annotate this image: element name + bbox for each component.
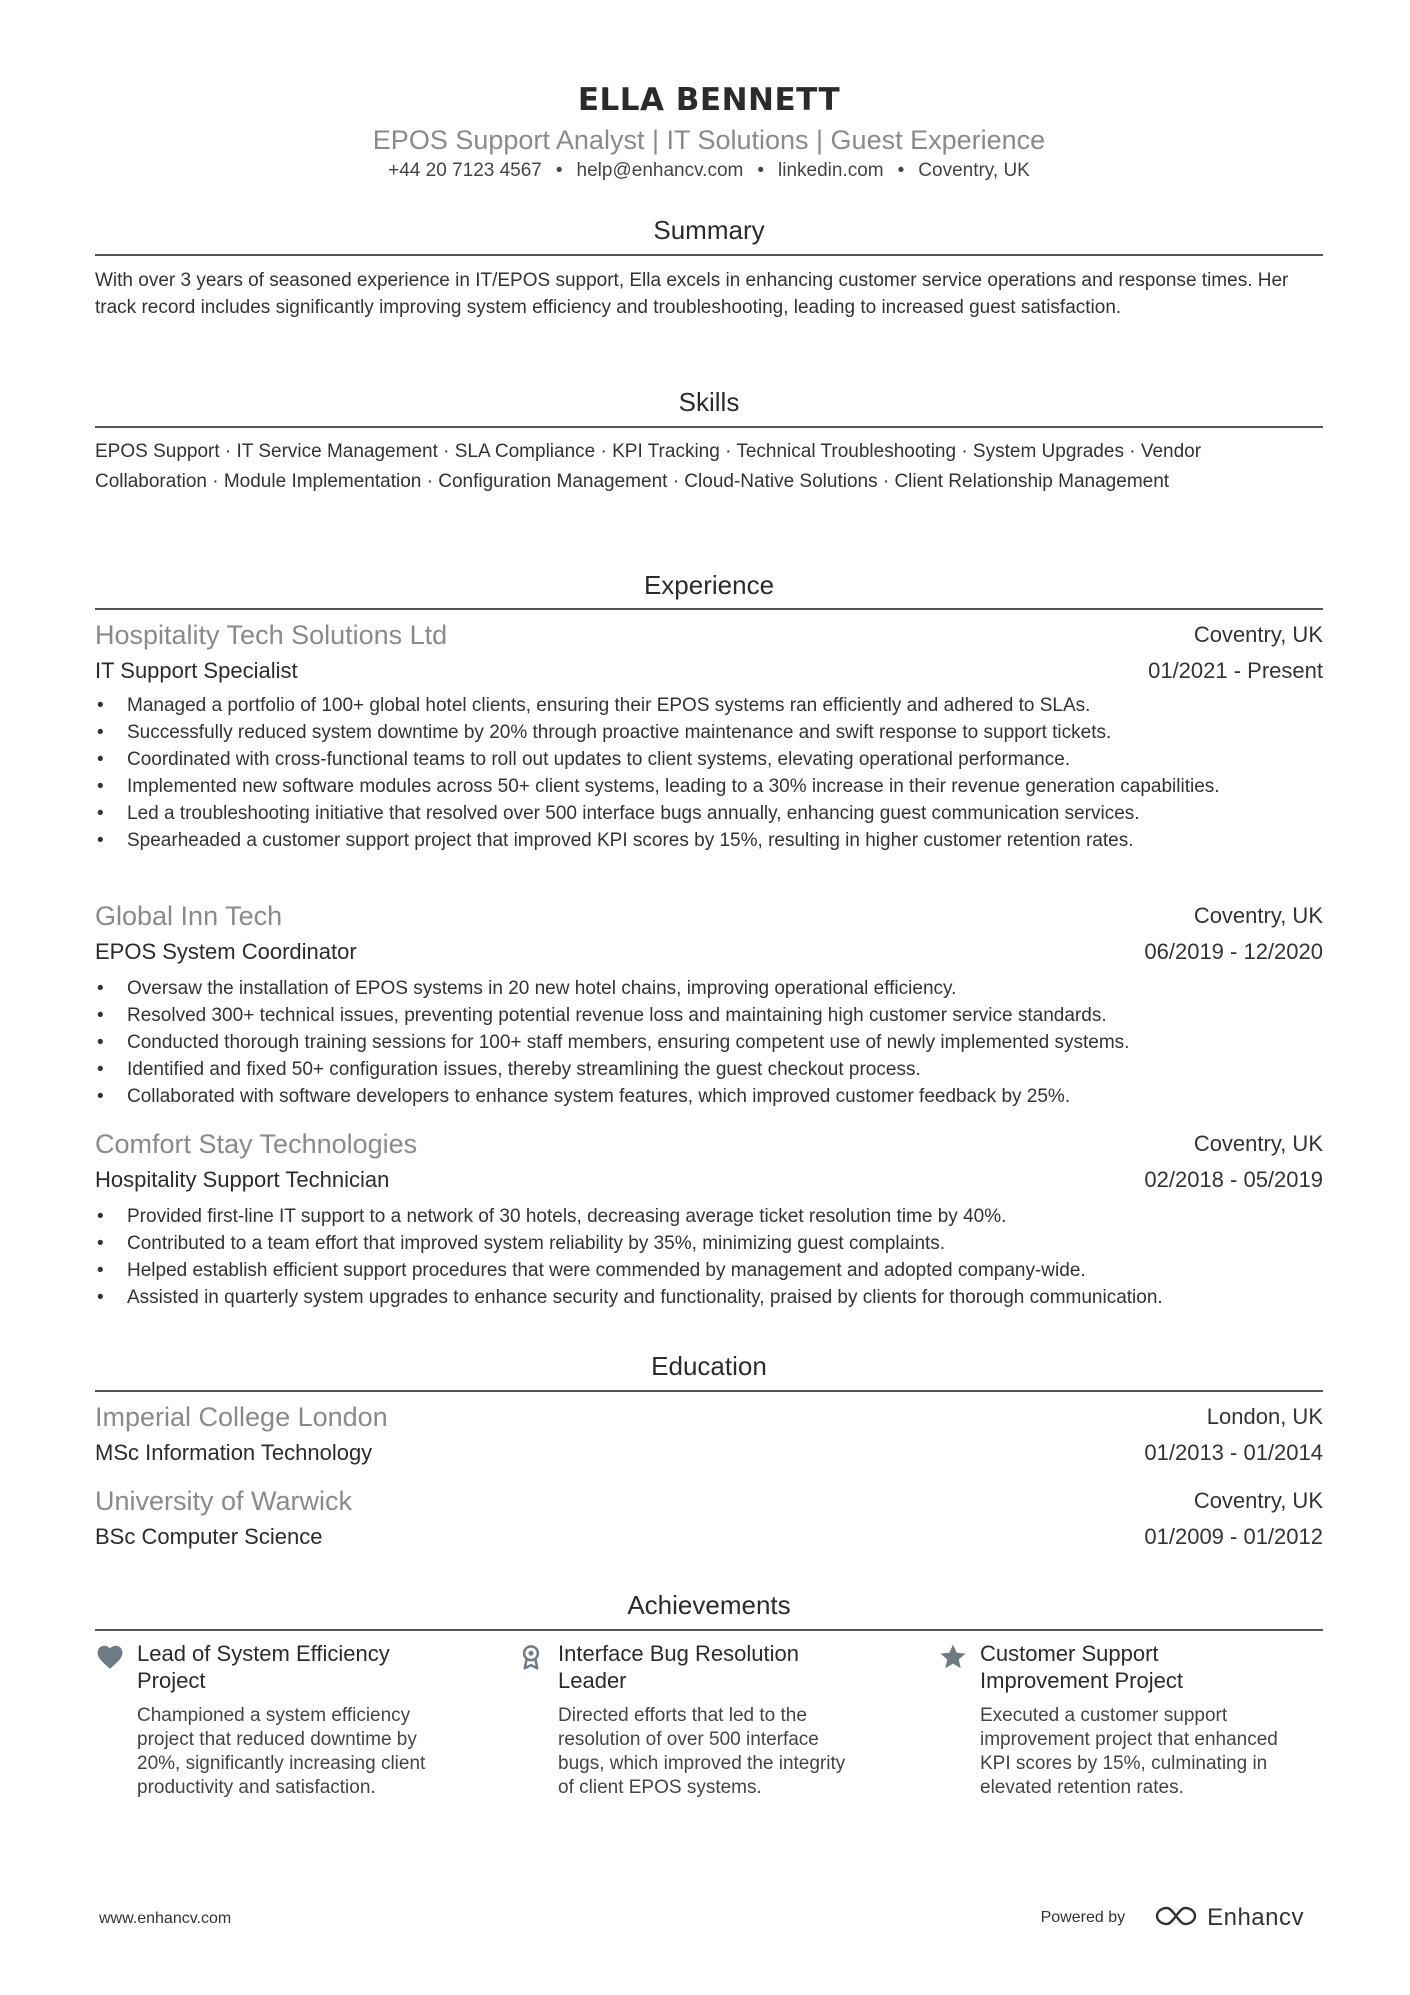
school-name: Imperial College London — [95, 1402, 388, 1432]
list-item: • Assisted in quarterly system upgrades to enhance security and functionality, praised by clients for thorough communication. — [95, 1284, 1323, 1311]
job-dates: 06/2019 - 12/2020 — [1144, 939, 1323, 964]
heart-icon — [95, 1642, 125, 1672]
list-item: • Successfully reduced system downtime by 20% through proactive maintenance and swift response to support tickets. — [95, 719, 1255, 746]
achievement-title: Interface Bug Resolution Leader — [558, 1641, 799, 1693]
job-bullets — [95, 1203, 1323, 1311]
school-location: Coventry, UK — [1193, 1488, 1323, 1513]
job-location: Coventry, UK — [1193, 1131, 1323, 1156]
enhancv-logo-icon — [1153, 1903, 1199, 1934]
section-divider — [95, 608, 1323, 610]
list-item: • Contributed to a team effort that improved system reliability by 35%, minimizing guest complaints. — [95, 1230, 1323, 1257]
education-dates: 01/2009 - 01/2012 — [1144, 1524, 1323, 1549]
job-company: Global Inn Tech — [95, 901, 283, 931]
achievement-title: Lead of System Efficiency Project — [137, 1641, 390, 1693]
job-dates: 02/2018 - 05/2019 — [1144, 1167, 1323, 1192]
education-dates: 01/2013 - 01/2014 — [1144, 1440, 1323, 1465]
candidate-name: ELLA BENNETT — [577, 82, 841, 118]
separator-dot: • — [555, 160, 563, 181]
section-divider — [95, 254, 1323, 256]
section-divider — [95, 1629, 1323, 1631]
achievement-description: Directed efforts that led to the resolution of over 500 interface bugs, which improved the integrity of client EPOS systems. — [558, 1705, 846, 1798]
job-company: Hospitality Tech Solutions Ltd — [95, 620, 448, 650]
job-company: Comfort Stay Technologies — [95, 1129, 418, 1159]
contact-phone[interactable]: +44 20 7123 4567 — [388, 160, 542, 181]
list-item: • Coordinated with cross-functional teams to roll out updates to client systems, elevating operational performance. — [95, 746, 1255, 773]
list-item: • Implemented new software modules across 50+ client systems, leading to a 30% increase in their revenue generation capabilities. — [95, 773, 1255, 800]
achievement-title: Customer Support Improvement Project — [980, 1641, 1183, 1693]
education-heading: Education — [651, 1351, 767, 1381]
school-location: London, UK — [1206, 1404, 1323, 1429]
summary-heading: Summary — [653, 215, 765, 245]
star-icon — [938, 1642, 968, 1672]
list-item: • Identified and fixed 50+ configuration issues, thereby streamlining the guest checkout process. — [95, 1056, 1323, 1083]
list-item: • Led a troubleshooting initiative that resolved over 500 interface bugs annually, enhancing guest communication services. — [95, 800, 1255, 827]
achievement-description: Championed a system efficiency project that reduced downtime by 20%, significantly increasing client productivity and satisfaction. — [137, 1705, 426, 1798]
skills-list: EPOS Support · IT Service Management · SLA Compliance · KPI Tracking · Technical Troubleshooting · System Upgrades · Vendor Collaboration · Module Implementation · Configuration Management · Cloud-Native Solutions · Client Relationship Management — [95, 441, 1202, 492]
award-icon — [516, 1642, 546, 1672]
separator-dot: • — [757, 160, 765, 181]
list-item: • Oversaw the installation of EPOS systems in 20 new hotel chains, improving operational efficiency. — [95, 975, 1323, 1002]
list-item: • Collaborated with software developers to enhance system features, which improved customer feedback by 25%. — [95, 1083, 1323, 1110]
enhancv-brand-link[interactable]: Enhancv — [1207, 1904, 1304, 1931]
contact-line — [95, 160, 1323, 182]
contact-linkedin[interactable]: linkedin.com — [778, 160, 884, 181]
job-dates: 01/2021 - Present — [1148, 658, 1323, 683]
list-item: • Conducted thorough training sessions for 100+ staff members, ensuring competent use of newly implemented systems. — [95, 1029, 1323, 1056]
experience-heading: Experience — [643, 570, 775, 600]
achievement-description: Executed a customer support improvement project that enhanced KPI scores by 15%, culminating in elevated retention rates. — [980, 1705, 1278, 1798]
list-item: • Helped establish efficient support procedures that were commended by management and adopted company-wide. — [95, 1257, 1323, 1284]
candidate-headline: EPOS Support Analyst | IT Solutions | Guest Experience — [372, 125, 1046, 155]
job-bullets — [95, 975, 1323, 1110]
achievements-heading: Achievements — [627, 1590, 791, 1620]
job-location: Coventry, UK — [1193, 903, 1323, 928]
job-title: IT Support Specialist — [95, 658, 298, 683]
job-title: Hospitality Support Technician — [95, 1167, 390, 1192]
list-item: • Spearheaded a customer support project that improved KPI scores by 15%, resulting in higher customer retention rates. — [95, 827, 1255, 854]
section-divider — [95, 1390, 1323, 1392]
list-item: • Resolved 300+ technical issues, preventing potential revenue loss and maintaining high customer service standards. — [95, 1002, 1323, 1029]
skills-heading: Skills — [678, 387, 740, 417]
section-divider — [95, 426, 1323, 428]
powered-by-label: Powered by — [1040, 1909, 1126, 1926]
footer-website-link[interactable]: www.enhancv.com — [99, 1910, 232, 1927]
list-item: • Managed a portfolio of 100+ global hotel clients, ensuring their EPOS systems ran efficiently and adhered to SLAs. — [95, 692, 1255, 719]
footer-branding — [1041, 1900, 1304, 1936]
school-name: University of Warwick — [95, 1486, 353, 1516]
summary-text: With over 3 years of seasoned experience in IT/EPOS support, Ella excels in enhancing customer service operations and response times. Her track record includes significantly improving system efficiency and troubleshooting, leading to increased guest satisfaction. — [95, 270, 1289, 318]
job-bullets — [95, 692, 1255, 854]
contact-location: Coventry, UK — [918, 160, 1030, 181]
contact-email[interactable]: help@enhancv.com — [576, 160, 744, 181]
separator-dot: • — [897, 160, 905, 181]
job-title: EPOS System Coordinator — [95, 939, 357, 964]
list-item: • Provided first-line IT support to a network of 30 hotels, decreasing average ticket resolution time by 40%. — [95, 1203, 1323, 1230]
job-location: Coventry, UK — [1193, 622, 1323, 647]
degree: BSc Computer Science — [95, 1524, 323, 1549]
degree: MSc Information Technology — [95, 1440, 373, 1465]
